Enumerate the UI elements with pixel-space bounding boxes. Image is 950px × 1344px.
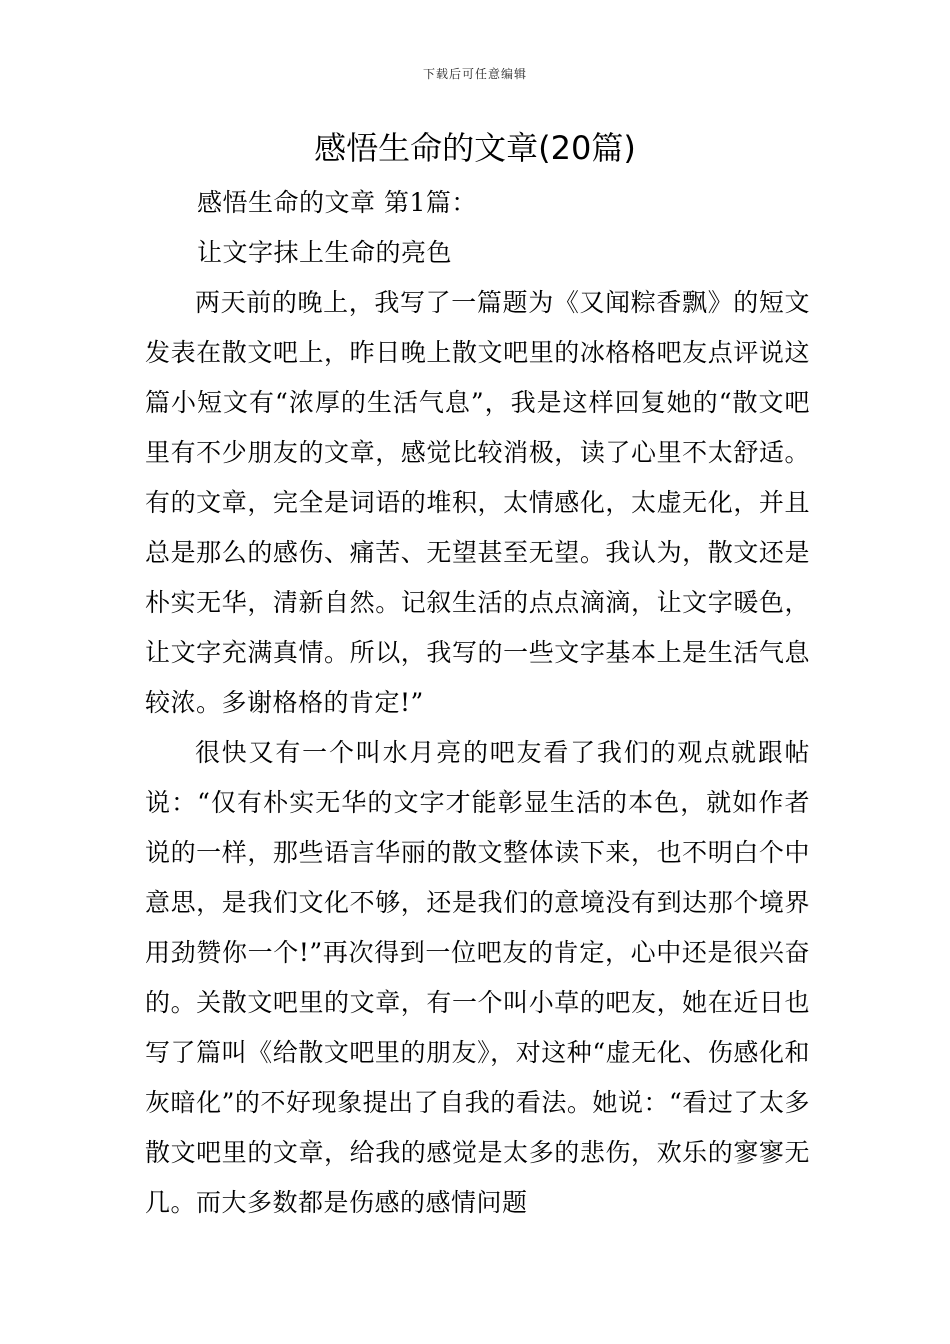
paragraph-1: 两天前的晚上，我写了一篇题为《又闻粽香飘》的短文发表在散文吧上，昨日晚上散文吧里的冰格格吧友点评说这篇小短文有“浓厚的生活气息”，我是这样回复她的“散文吧里有不少朋友的文章，感觉比较消极，读了心里不太舒适。有的文章，完全是词语的堆积，太情感化，太虚无化，并且总是那么的感伤、痛苦、无望甚至无望。我认为，散文还是朴实无华，清新自然。记叙生活的点点滴滴，让文字暖色，让文字充满真情。所以，我写的一些文字基本上是生活气息较浓。多谢格格的肯定!” bbox=[145, 288, 810, 717]
article-title: 让文字抹上生命的亮色 bbox=[197, 238, 453, 267]
header-note: 下载后可任意编辑 bbox=[422, 67, 527, 81]
document-title: 感悟生命的文章(20篇) bbox=[314, 129, 636, 167]
section-heading: 感悟生命的文章 第1篇： bbox=[197, 188, 477, 217]
paragraph-2: 很快又有一个叫水月亮的吧友看了我们的观点就跟帖说：“仅有朴实无华的文字才能彰显生活的本色，就如作者说的一样，那些语言华丽的散文整体读下来，也不明白个中意思，是我们文化不够，还是我们的意境没有到达那个境界用劲赞你一个!”再次得到一位吧友的肯定，心中还是很兴奋的。关散文吧里的文章，有一个叫小草的吧友，她在近日也写了篇叫《给散文吧里的朋友》，对这种“虚无化、伤感化和灰暗化”的不好现象提出了自我的看法。她说：“看过了太多散文吧里的文章，给我的感觉是太多的悲伤，欢乐的寥寥无几。而大多数都是伤感的感情问题 bbox=[145, 738, 810, 1217]
document-body bbox=[145, 178, 810, 1228]
